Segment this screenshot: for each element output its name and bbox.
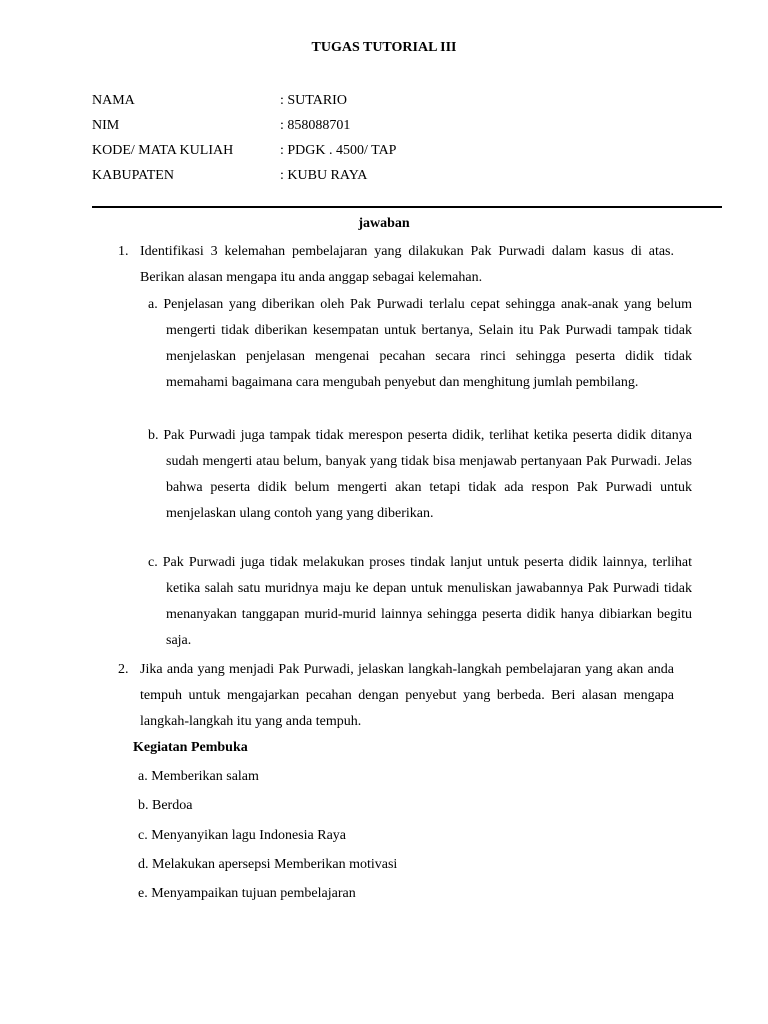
- identity-value: : KUBU RAYA: [280, 168, 368, 183]
- identity-row-kabupaten: [92, 166, 396, 191]
- question-text: Identifikasi 3 kelemahan pembelajaran yang dilakukan Pak Purwadi dalam kasus di atas. Berikan alasan mengapa itu anda anggap sebagai kelemahan.: [140, 244, 674, 285]
- horizontal-divider: [92, 206, 722, 208]
- identity-label: NIM: [92, 118, 120, 133]
- identity-label: KABUPATEN: [92, 168, 174, 183]
- answer-heading: jawaban: [358, 216, 410, 231]
- question-number: 1.: [118, 244, 129, 259]
- list-item: d. Melakukan apersepsi Memberikan motivasi: [138, 857, 398, 872]
- identity-value: : SUTARIO: [280, 93, 347, 108]
- question-2: [118, 657, 674, 735]
- list-item: a. Memberikan salam: [138, 769, 259, 784]
- identity-row-nim: [92, 116, 396, 141]
- document-title: TUGAS TUTORIAL III: [311, 40, 457, 55]
- identity-row-kode: [92, 141, 396, 166]
- answer-1b: b. Pak Purwadi juga tampak tidak merespon peserta didik, terlihat ketika peserta didik ditanya sudah mengerti atau belum, banyak yang tidak bisa menjawab pertanyaan Pak Purwadi. Jelas bahwa peserta didik belum mengerti akan tetapi tidak ada respon Pak Purwadi untuk menjelaskan ulang contoh yang yang diberikan.: [148, 428, 692, 521]
- list-item: c. Menyanyikan lagu Indonesia Raya: [138, 828, 346, 843]
- question-text: Jika anda yang menjadi Pak Purwadi, jelaskan langkah-langkah pembelajaran yang akan anda tempuh untuk mengajarkan pecahan dengan penyebut yang berbeda. Beri alasan mengapa langkah-langkah itu yang anda tempuh.: [140, 662, 674, 729]
- answer-1a: a. Penjelasan yang diberikan oleh Pak Purwadi terlalu cepat sehingga anak-anak yang belum mengerti tidak diberikan kesempatan untuk bertanya, Selain itu Pak Purwadi tampak tidak menjelaskan penjelasan mengenai pecahan secara rinci sehingga peserta didik tidak memahami bagaimana cara mengubah penyebut dan menghitung jumlah pembilang.: [148, 297, 692, 390]
- list-item: e. Menyampaikan tujuan pembelajaran: [138, 886, 356, 901]
- identity-row-nama: [92, 91, 396, 116]
- question-1: [118, 239, 674, 291]
- question-number: 2.: [118, 662, 129, 677]
- identity-label: NAMA: [92, 93, 135, 108]
- list-item: b. Berdoa: [138, 798, 193, 813]
- section-heading: Kegiatan Pembuka: [133, 740, 248, 755]
- identity-label: KODE/ MATA KULIAH: [92, 143, 234, 158]
- answer-1c: c. Pak Purwadi juga tidak melakukan proses tindak lanjut untuk peserta didik lainnya, terlihat ketika salah satu muridnya maju ke depan untuk menuliskan jawabannya Pak Purwadi tidak menanyakan tanggapan murid-murid lainnya sehingga peserta didik hanya dibiarkan begitu saja.: [148, 555, 692, 648]
- identity-value: : PDGK . 4500/ TAP: [280, 143, 397, 158]
- identity-table: [92, 91, 396, 191]
- identity-value: : 858088701: [280, 118, 351, 133]
